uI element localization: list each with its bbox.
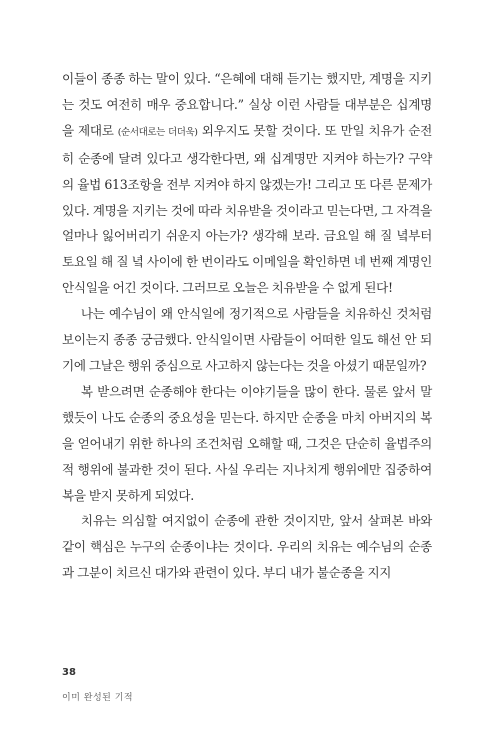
paragraph-3: 복 받으려면 순종해야 한다는 이야기들을 많이 한다. 물론 앞서 말했듯이 나도 순종의 중요성을 믿는다. 하지만 순종을 마치 아버지의 복을 얻어내기 위한 하나의 조건처럼 오해할 때, 그것은 단순히 율법주의적 행위에 불과한 것이 된다. 사실 우리는 지나치게 행위에만 집중하여 복을 받지 못하게 되었다. — [62, 383, 432, 503]
paragraph-1-parenthetical: (순서대로는 더더욱) — [117, 126, 198, 138]
paragraph-1-text-continued: 외우지도 못할 것이다. 또 만일 치유가 순전히 순종에 달려 있다고 생각한다면, 왜 십계명만 지켜야 하는가? 구약의 율법 613조항을 전부 지켜야 하지 않겠는가! 그리고 또 다른 문제가 있다. 계명을 지키는 것에 따라 치유받을 것이라고 믿는다면, 그 자격을 얼마나 잃어버리기 쉬운지 아는가? 생각해 보라. 금요일 해 질 녘부터 토요일 해 질 녘 사이에 한 번이라도 이메일을 확인하면 네 번째 계명인 안식일을 어긴 것이다. 그러므로 오늘은 치유받을 수 없게 된다! — [62, 122, 432, 296]
paragraph-1 — [62, 66, 432, 301]
paragraph-2: 나는 예수님이 왜 안식일에 정기적으로 사람들을 치유하신 것처럼 보이는지 종종 궁금했다. 안식일이면 사람들이 어떠한 일도 해선 안 되기에 그날은 행위 중심으로 사고하지 않는다는 것을 아셨기 때문일까? — [62, 306, 432, 373]
running-title: 이미 완성된 기적 — [62, 693, 134, 703]
paragraph-1-text: 이들이 종종 하는 말이 있다. “은혜에 대해 듣기는 했지만, 계명을 지키는 것도 여전히 매우 중요합니다.” 실상 이런 사람들 대부분은 십계명을 제대로 — [62, 71, 432, 138]
paragraph-4: 치유는 의심할 여지없이 순종에 관한 것이지만, 앞서 살펴본 바와 같이 핵심은 누구의 순종이냐는 것이다. 우리의 치유는 예수님의 순종과 그분이 치르신 대가와 관련이 있다. 부디 내가 불순종을 지지 — [62, 513, 432, 581]
page-number: 38 — [62, 667, 76, 678]
body-text — [62, 66, 432, 586]
